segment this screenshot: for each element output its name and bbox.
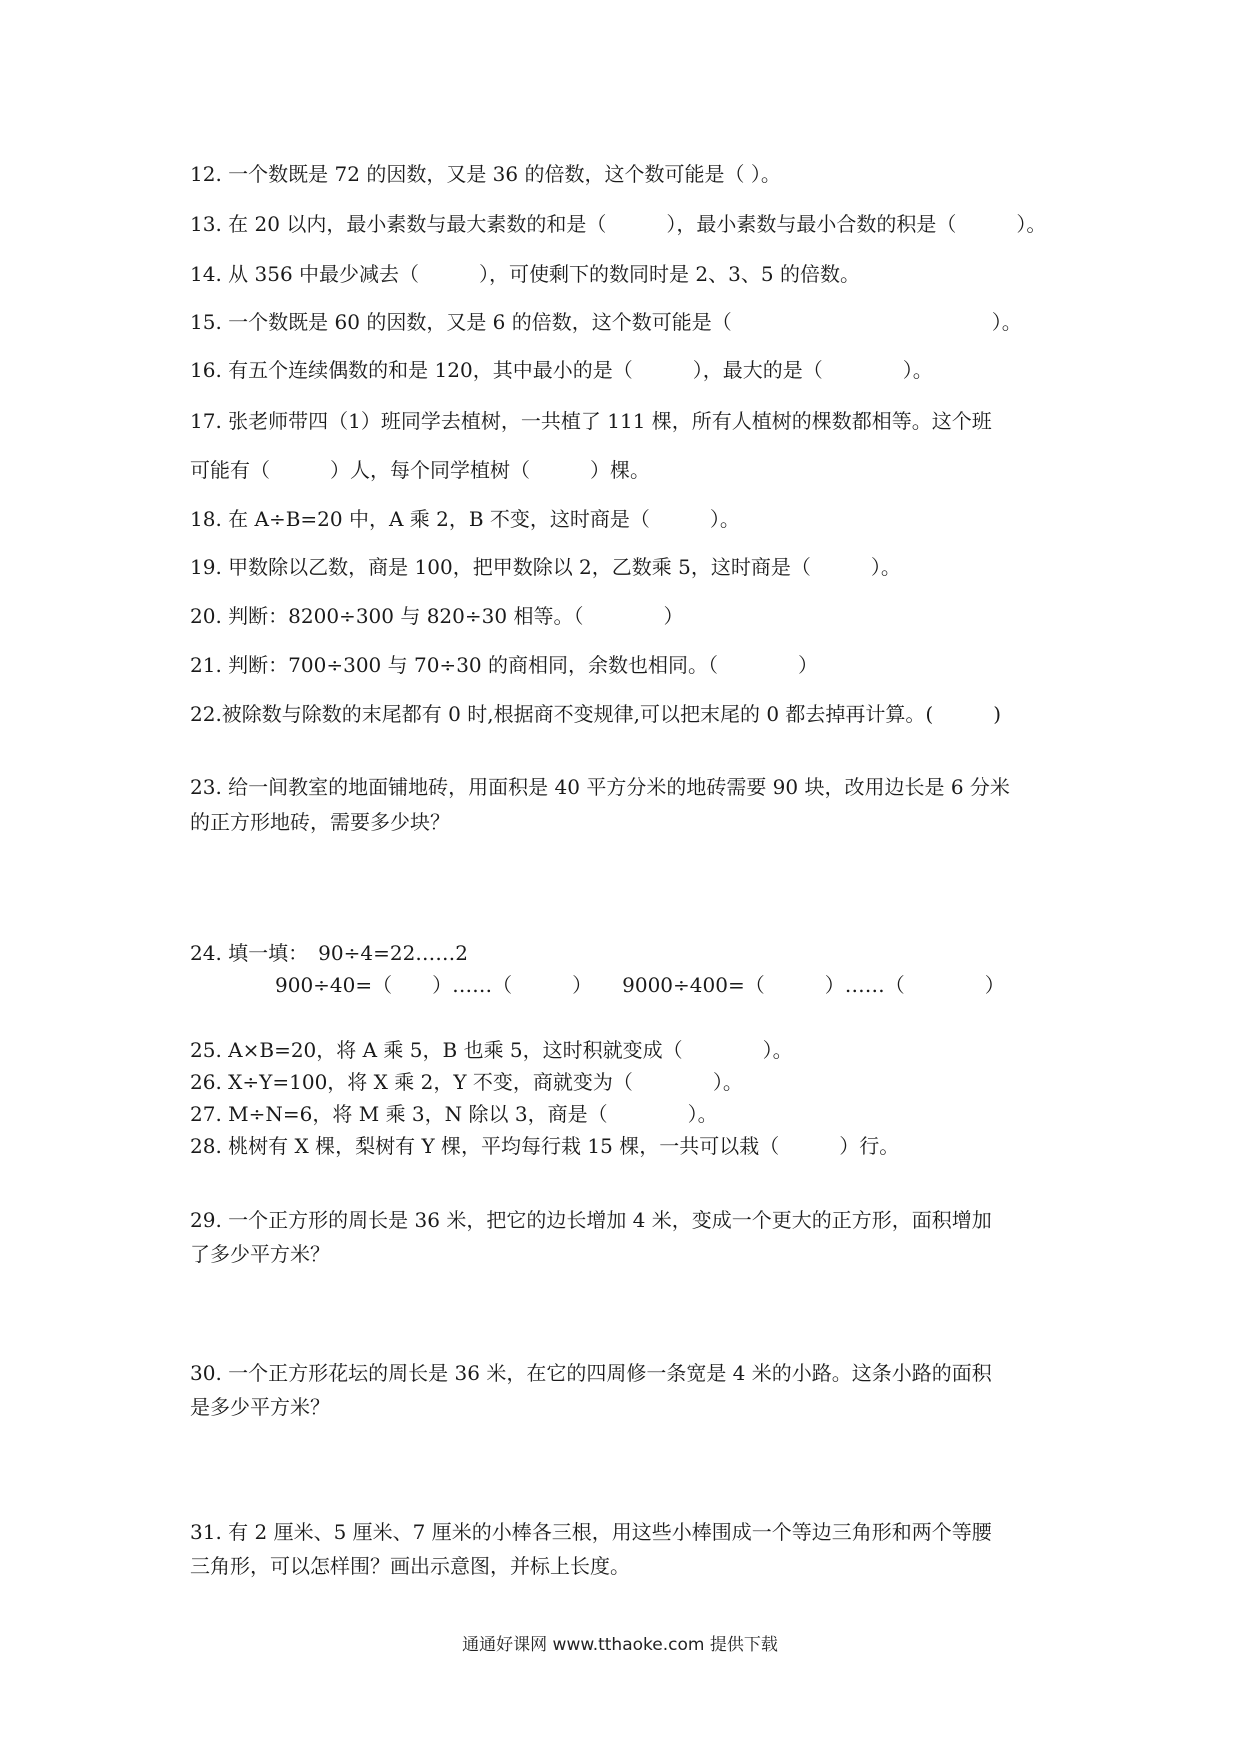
question-19: 19. 甲数除以乙数，商是 100，把甲数除以 2，乙数乘 5，这时商是（ ）。 [190, 555, 901, 579]
question-24-line-1: 24. 填一填： 90÷4=22……2 [190, 941, 469, 965]
question-31-line-1: 31. 有 2 厘米、5 厘米、7 厘米的小棒各三根，用这些小棒围成一个等边三角形和两个等腰 [190, 1520, 992, 1544]
question-17-line-1: 17. 张老师带四（1）班同学去植树，一共植了 111 棵，所有人植树的棵数都相等。这个班 [190, 409, 992, 433]
question-18: 18. 在 A÷B=20 中，A 乘 2，B 不变，这时商是（ ）。 [190, 507, 740, 531]
question-20: 20. 判断：8200÷300 与 820÷30 相等。（ ） [190, 604, 684, 628]
question-31-line-2: 三角形，可以怎样围？画出示意图，并标上长度。 [190, 1554, 630, 1578]
question-21: 21. 判断：700÷300 与 70÷30 的商相同，余数也相同。（ ） [190, 653, 818, 677]
question-30-line-1: 30. 一个正方形花坛的周长是 36 米，在它的四周修一条宽是 4 米的小路。这条小路的面积 [190, 1361, 992, 1385]
question-13: 13. 在 20 以内，最小素数与最大素数的和是（ ），最小素数与最小合数的积是（ ）。 [190, 212, 1047, 236]
question-16: 16. 有五个连续偶数的和是 120，其中最小的是（ ），最大的是（ ）。 [190, 358, 933, 382]
page-footer: 通通好课网 www.tthaoke.com 提供下载 [462, 1635, 778, 1655]
question-14: 14. 从 356 中最少减去（ ），可使剩下的数同时是 2、3、5 的倍数。 [190, 262, 860, 286]
question-30-line-2: 是多少平方米？ [190, 1395, 330, 1419]
question-25: 25. A×B=20，将 A 乘 5，B 也乘 5，这时积就变成（ ）。 [190, 1038, 793, 1062]
question-24-line-2: 900÷40=（ ）……（ ） 9000÷400=（ ）……（ ） [275, 973, 1005, 997]
question-27: 27. M÷N=6，将 M 乘 3，N 除以 3，商是（ ）。 [190, 1102, 718, 1126]
question-23-line-2: 的正方形地砖，需要多少块？ [190, 810, 450, 834]
question-29-line-2: 了多少平方米？ [190, 1242, 330, 1266]
question-23-line-1: 23. 给一间教室的地面铺地砖，用面积是 40 平方分米的地砖需要 90 块，改用边长是 6 分米 [190, 775, 1010, 799]
question-26: 26. X÷Y=100，将 X 乘 2，Y 不变，商就变为（ ）。 [190, 1070, 743, 1094]
question-12: 12. 一个数既是 72 的因数，又是 36 的倍数，这个数可能是（ ）。 [190, 162, 781, 186]
question-29-line-1: 29. 一个正方形的周长是 36 米，把它的边长增加 4 米，变成一个更大的正方形，面积增加 [190, 1208, 992, 1232]
question-28: 28. 桃树有 X 棵，梨树有 Y 棵，平均每行栽 15 棵，一共可以栽（ ）行。 [190, 1134, 900, 1158]
question-22: 22.被除数与除数的末尾都有 0 时,根据商不变规律,可以把末尾的 0 都去掉再计算。( ) [190, 702, 1002, 726]
question-15: 15. 一个数既是 60 的因数，又是 6 的倍数，这个数可能是（ ）。 [190, 310, 1022, 334]
question-17-line-2: 可能有（ ）人，每个同学植树（ ）棵。 [190, 458, 650, 482]
